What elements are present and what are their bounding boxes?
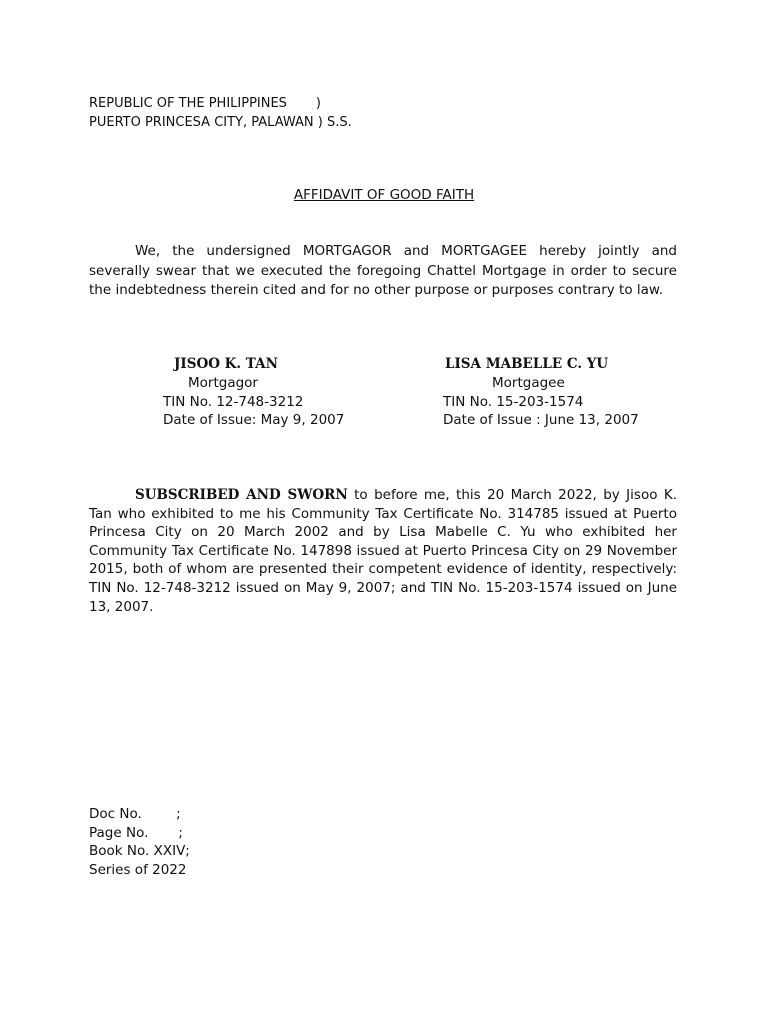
body-paragraph: We, the undersigned MORTGAGOR and MORTGAGEE hereby jointly and severally swear that we executed the foregoing Chattel Mortgage in order to secure the indebtedness therein cited and for no other purpose or purposes contrary to law. bbox=[89, 243, 677, 298]
jurat-text: to before me, this 20 March 2022, by Jisoo K. Tan who exhibited to me his Community Tax Certificate No. 314785 issued at Puerto Princesa City on 20 March 2002 and by Lisa Mabelle C. Yu who exhibited her Community Tax Certificate No. 147898 issued at Puerto Princesa City on 29 November 2015, both of whom are presented their competent evidence of identity, respectively: TIN No. 12-748-3212 issued on May 9, 2007; and TIN No. 15-203-1574 issued on June 13, 2007. bbox=[89, 487, 677, 615]
book-no: Book No. XXIV; bbox=[89, 843, 190, 860]
document-title: AFFIDAVIT OF GOOD FAITH bbox=[293, 187, 475, 203]
mortgagor-tin: TIN No. 12-748-3212 bbox=[163, 393, 304, 410]
jurat-lead: SUBSCRIBED AND SWORN bbox=[135, 487, 348, 503]
mortgagee-role: Mortgagee bbox=[492, 375, 565, 391]
mortgagee-date-of-issue: Date of Issue : June 13, 2007 bbox=[443, 412, 639, 429]
series: Series of 2022 bbox=[89, 861, 187, 878]
mortgagor-date-of-issue: Date of Issue: May 9, 2007 bbox=[163, 412, 345, 429]
doc-no: Doc No. ; bbox=[89, 806, 181, 822]
mortgagor-name: JISOO K. TAN bbox=[174, 356, 278, 372]
venue-block bbox=[89, 94, 352, 132]
venue-line-republic: REPUBLIC OF THE PHILIPPINES ) bbox=[89, 96, 321, 111]
page-no: Page No. ; bbox=[89, 824, 183, 841]
mortgagee-signature-block bbox=[443, 355, 663, 430]
mortgagee-name: LISA MABELLE C. YU bbox=[445, 356, 609, 372]
venue-line-city: PUERTO PRINCESA CITY, PALAWAN ) S.S. bbox=[89, 115, 352, 130]
jurat-paragraph bbox=[89, 486, 677, 616]
mortgagor-role: Mortgagor bbox=[188, 375, 258, 391]
notarial-register bbox=[89, 805, 190, 879]
mortgagee-tin: TIN No. 15-203-1574 bbox=[443, 393, 584, 410]
mortgagor-signature-block bbox=[163, 355, 363, 430]
